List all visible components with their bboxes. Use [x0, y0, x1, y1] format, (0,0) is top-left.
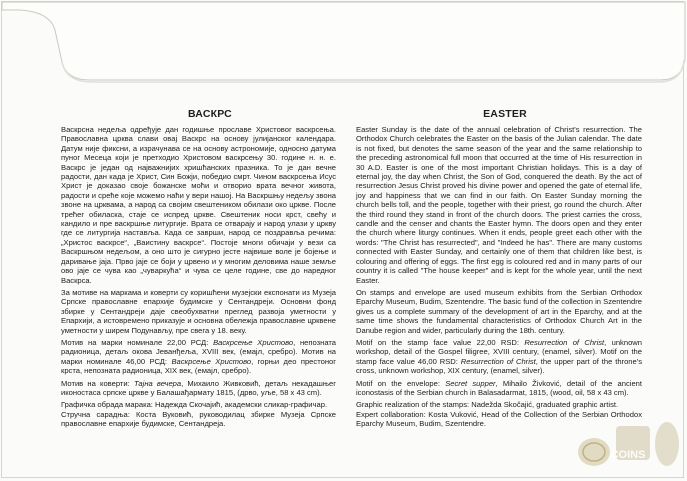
- envelope-flap: [0, 0, 687, 92]
- serbian-stamps-paragraph: Мотив на марки номинале 22,00 РСД: Васкрсење Христово, непозната радионица, детаљ окова Јеванђеља, XVIII век, (емајл, сребро). Мотив на марки номинале 46,00 РСД: Васкрсење Христово, горњи део престоног крста, непозната радионица, XIX век, (емајл, сребро).: [61, 337, 337, 376]
- serbian-text-column: [61, 125, 336, 432]
- serbian-title: ВАСКРС: [188, 108, 232, 120]
- english-museum-paragraph: On stamps and envelope are used museum exhibits from the Serbian Orthodox Eparchy Museum, Budim, Szentendre. The basic fund of the collection in Szentendre gives us a complete summary of the development of art in the Eparchy, and at the same time shows the fundamental characteristics of Orthodox Church Art in the Danube region and wider, particularly during the 18th. century.: [356, 287, 642, 335]
- serbian-credits: Графичка обрада марака: Надежда Скочајић, академски сликар-графичар. Стручна сарадња: Коста Вуковић, руководилац збирке Музеја Српске православне епархије будимске, Сентандреја.: [61, 400, 336, 429]
- serbian-intro-paragraph: Васкрсна недеља одређује дан годишње прославе Христовог васкрсења. Православна црква слави овај Васкрс на основу јулијанског календара. Датум није фиксни, а израчунава се на основу астрономије, односно датума пуног Месеца који је претходио Христовом васкрсењу 30. године н. н. е. Васкрс је један од најважнијих хришћанских празника. То је дан вечне радости, дан када је Христ, Син Божји, победио смрт. Чином васкрсења Исус Христ је доказао своје божанске моћи и отворио врата вечног живота, радости и среће које можемо наћи у вери нашој. На Васкршњу недељу звона звоне на црквама, а народ са својим свештеником обилази око цркве. После трећег обиласка, стаје се испред цркве. Свештеник носи крст, свећу и кандило и пре васкршње литургије. Врата се отварају и народ улази у цркву где се литургија наставља. Када се заврши, народ се поздравља речима: „Христос васкрсе“, „Ваистину васкрсе“. Постоје многи обичаји у вези са Васкршњом недељом, а оно што је сигурно јесте највише воле је бојење и даривање јаја. Прво јаје се боји у црвено и у многим деловима наше земље ово јаје се чува као „чуваркућа“ и чува се целе године, све до наредног Васкрса.: [61, 125, 336, 285]
- english-cover-paragraph: Motif on the envelope: Secret supper, Mihailo Živković, detail of the ancient iconostasis of the Serbian church in Balasadarmat, 1815, (wood, oil, 58 x 43 cm).: [356, 378, 643, 397]
- svg-text:COINS: COINS: [610, 449, 646, 461]
- english-text-column: [356, 125, 642, 432]
- coins-watermark-icon: [572, 408, 682, 478]
- serbian-cover-paragraph: Мотив на коверти: Тајна вечера, Михаило Живковић, детаљ некадашњег иконостаса српске цркве у Балашађармату 1815, (дрво, уље, 58 x 43 cm).: [61, 378, 336, 397]
- english-title: EASTER: [483, 108, 527, 120]
- english-credits: Graphic realization of the stamps: Nadežda Skočajić, graduated graphic artist. Expert collaboration: Kosta Vuković, Head of the Collection of the Serbian Orthodox Eparchy Museum, Budim, Szentendre.: [356, 400, 642, 429]
- english-intro-paragraph: Easter Sunday is the date of the annual celebration of Christ's resurrection. The Orthodox Church celebrates the Easter on the basis of the Julian calendar. The date is not fixed, but denotes the same season of the year and the same relationship to the preceding astronomical full moon that occurred at the time of His resurrection in 30 A.D. Easter is one of the most important Christian holidays. This is a day of eternal joy, the day when Christ, the Son of God, conquered the death. By the act of resurrection Jesus Christ proved his divine power and opened the gate of eternal life, joy and happiness that we can find in our faith. On Easter Sunday morning the church bells toll, and the people, together with their priest, go round the church. After the third round they stand in front of the church doors. The priest carries the cross, candle and the censer and chants the Easter hymn. The doors open and they enter the church where liturgy continues. When it ends, people greet each other with the words: "The Christ has resurrected", and "Indeed he has". There are many customs connected with Easter Sunday, and certainly one of them that children like best, is colouring and offering of eggs. The first egg is coloured red and in many parts of our country it is called "The house keeper" and is kept for the whole year, until the next Easter.: [356, 125, 642, 285]
- english-stamps-paragraph: Motif on the stamp face value 22,00 RSD: Resurrection of Christ, unknown workshop, detail of the Gospel filigree, XVIII century, (enamel, silver). Motif on the stamp face value 46,00 RSD: Resurrection of Christ, the upper part of the throne's cross, unknown workshop, XIX century, (enamel, silver).: [356, 337, 642, 376]
- serbian-museum-paragraph: За мотиве на маркама и коверти су коришћени музејски експонати из Музеја Српске православне епархије будимске у Сентандреји. Основни фонд збирке у Сентандреји даје свеобухватни преглед развоја уметности у Епархији, а истовремено приказује и основна обележја православне црквене уметности у ширем Подунављу, пре свега у 18. веку.: [61, 287, 336, 335]
